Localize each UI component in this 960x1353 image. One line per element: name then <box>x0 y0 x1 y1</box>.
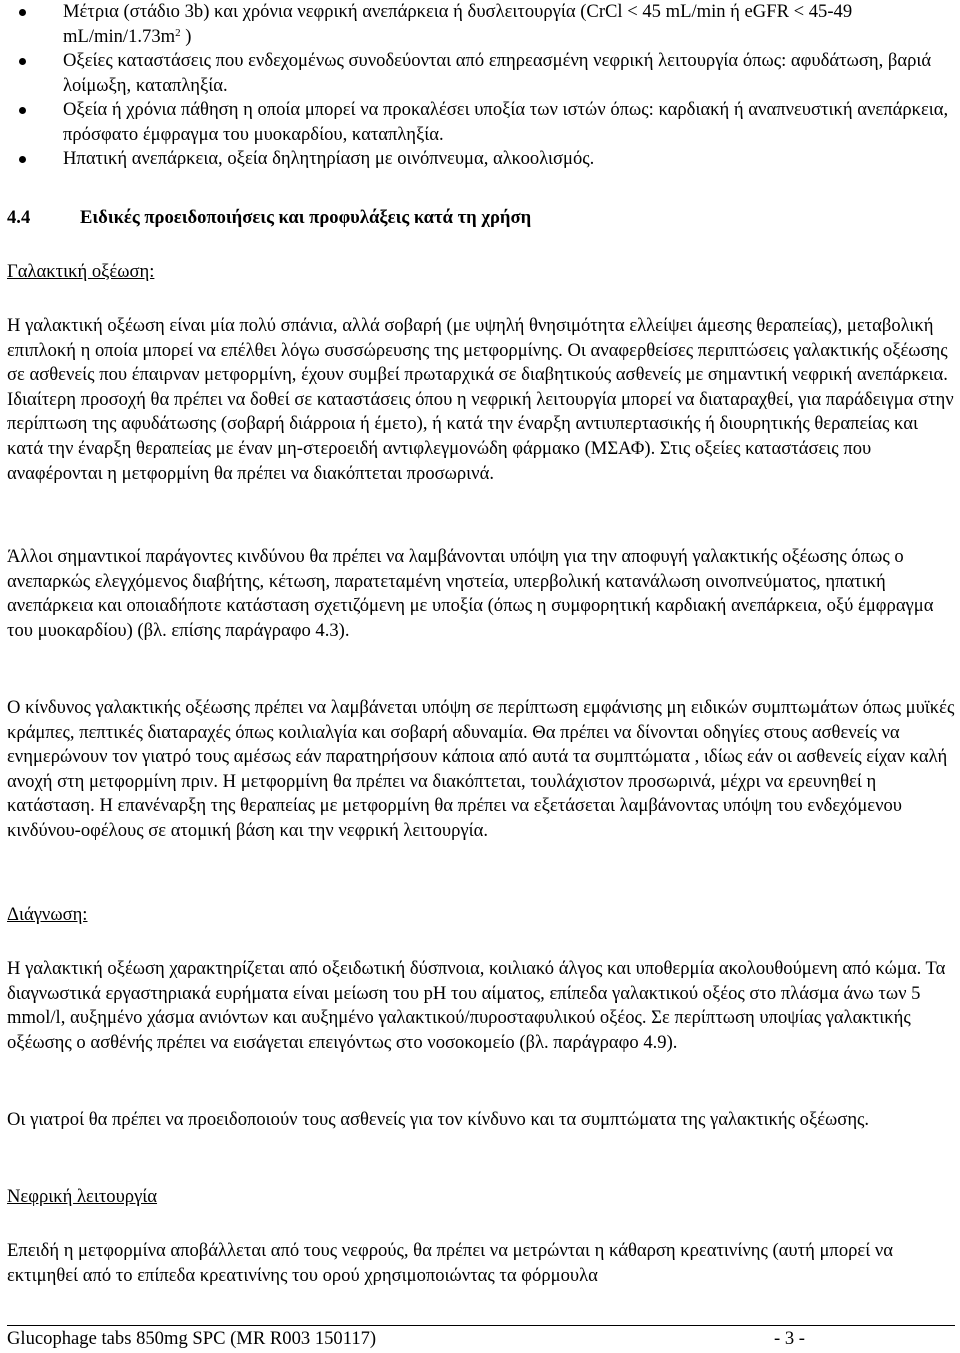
contraindication-list <box>0 0 960 172</box>
footer-document-id: Glucophage tabs 850mg SPC (MR R003 150117) <box>7 1328 377 1349</box>
bullet-icon <box>19 9 26 16</box>
section-heading <box>7 206 531 230</box>
renal-function-subheading: Νεφρική λειτουργία <box>7 1186 158 1207</box>
list-item: Οξεία ή χρόνια πάθηση η οποία μπορεί να προκαλέσει υποξία των ιστών όπως: καρδιακή ή αναπνευστική ανεπάρκεια, πρόσφατο έμφραγμα του μυοκαρδίου, καταπληξία. <box>0 98 960 147</box>
page-footer <box>7 1327 955 1351</box>
page-number: - 3 - <box>774 1328 805 1349</box>
lactic-paragraph-2: Άλλοι σημαντικοί παράγοντες κινδύνου θα πρέπει να λαμβάνονται υπόψη για την αποφυγή γαλακτικής οξέωσης όπως ο ανεπαρκώς ελεγχόμενος διαβήτης, κέτωση, παρατεταμένη νηστεία, υπερβολική κατανάλωση οινοπνεύματος, ηπατική ανεπάρκεια και οποιαδήποτε κατάσταση σχετιζόμενη με υποξία (όπως η συμφορητική καρδιακή ανεπάρκεια, οξύ έμφραγμα του μυοκαρδίου) (βλ. επίσης παράγραφο 4.3). <box>7 546 934 641</box>
lactic-acidosis-subheading: Γαλακτική οξέωση: <box>7 261 155 282</box>
lactic-paragraph-3: Ο κίνδυνος γαλακτικής οξέωσης πρέπει να λαμβάνεται υπόψη σε περίπτωση εμφάνισης μη ειδικών συμπτωμάτων όπως μυϊκές κράμπες, πεπτικές διαταραχές όπως κοιλιαλγία και σοβαρή αδυναμία. Θα πρέπει να δίνονται οδηγίες στους ασθενείς να ενημερώνουν τον γιατρό τους αμέσως εάν παρατηρήσουν κάποια από αυτά τα συμπτώματα , ιδίως εάν οι ασθενείς είχαν καλή ανοχή στη μετφορμίνη πριν. Η μετφορμίνη θα πρέπει να διακόπτεται, τουλάχιστον προσωρινά, μέχρι να ερευνηθεί η κατάσταση. Η επανέναρξη της θεραπείας με μετφορμίνη θα πρέπει να εξετάσεται λαμβάνοντας υπόψη του ενδεχόμενου κινδύνου-οφέλους σε ατομική βάση και την νεφρική λειτουργία. <box>7 697 955 841</box>
list-item: Μέτρια (στάδιο 3b) και χρόνια νεφρική ανεπάρκεια ή δυσλειτουργία (CrCl < 45 mL/min ή eGFR < 45-49 $mL/\min/1.73m^2$ ) <box>0 0 960 49</box>
bullet-icon <box>19 156 26 163</box>
lactic-paragraph-1: Η γαλακτική οξέωση είναι μία πολύ σπάνια, αλλά σοβαρή (με υψηλή θνησιμότητα ελλείψει άμεσης θεραπείας), μεταβολική επιπλοκή η οποία μπορεί να επέλθει λόγω συσσώρευσης της μετφορμίνης. Οι αναφερθείσες περιπτώσεις γαλακτικής οξέωσης σε ασθενείς που έπαιρναν μετφορμίνη, έχουν συμβεί πρωταρχικά σε διαβητικούς ασθενείς με σημαντική νεφρική ανεπάρκεια. Ιδιαίτερη προσοχή θα πρέπει να δοθεί σε καταστάσεις όπου η νεφρική λειτουργία μπορεί να διαταραχθεί, για παράδειγμα στην περίπτωση της αφυδάτωσης (σοβαρή διάρροια ή έμετο), ή κατά την έναρξη αντιυπερτασικής ή διουρητικής θεραπείας και κατά την έναρξη θεραπείας με έναν μη-στεροειδή αντιφλεγμονώδη φάρμακο (ΜΣΑΦ). Στις οξείες καταστάσεις που αναφέρονται η μετφορμίνη θα πρέπει να διακόπτεται προσωρινά. <box>7 315 954 484</box>
renal-paragraph-1: Επειδή η μετφορμίνα αποβάλλεται από τους νεφρούς, θα πρέπει να μετρώνται η κάθαρση κρεατινίνης (αυτή μπορεί να εκτιμηθεί από το επίπεδα κρεατινίνης του ορού χρησιμοποιώντας τα φόρμουλα <box>7 1240 894 1286</box>
section-number: 4.4 <box>7 207 31 228</box>
section-title: Ειδικές προειδοποιήσεις και προφυλάξεις κατά τη χρήση <box>80 207 532 228</box>
diagnosis-paragraph-1: Η γαλακτική οξέωση χαρακτηρίζεται από οξειδωτική δύσπνοια, κοιλιακό άλγος και υποθερμία ακολουθούμενη από κώμα. Τα διαγνωστικά εργαστηριακά ευρήματα είναι μείωση του pH του αίματος, επίπεδα γαλακτικού οξέος στο πλάσμα άνω των 5 mmol/l, αυξημένο χάσμα ανιόντων και αυξημένο γαλακτικού/πυροσταφυλικού οξέος. Σε περίπτωση υποψίας γαλακτικής οξέωσης ο ασθένής πρέπει να εισάγεται επειγόντως στο νοσοκομείο (βλ. παράγραφο 4.9). <box>7 958 946 1053</box>
list-item: Ηπατική ανεπάρκεια, οξεία δηλητηρίαση με οινόπνευμα, αλκοολισμός. <box>0 147 960 172</box>
bullet-icon <box>19 58 26 65</box>
list-item: Οξείες καταστάσεις που ενδεχομένως συνοδεύονται από επηρεασμένη νεφρική λειτουργία όπως: αφυδάτωση, βαριά λοίμωξη, καταπληξία. <box>0 49 960 98</box>
footer-divider <box>7 1325 955 1326</box>
diagnosis-subheading: Διάγνωση: <box>7 904 88 925</box>
diagnosis-paragraph-2: Οι γιατροί θα πρέπει να προειδοποιούν τους ασθενείς για τον κίνδυνο και τα συμπτώματα της γαλακτικής οξέωσης. <box>7 1109 870 1130</box>
bullet-icon <box>19 107 26 114</box>
